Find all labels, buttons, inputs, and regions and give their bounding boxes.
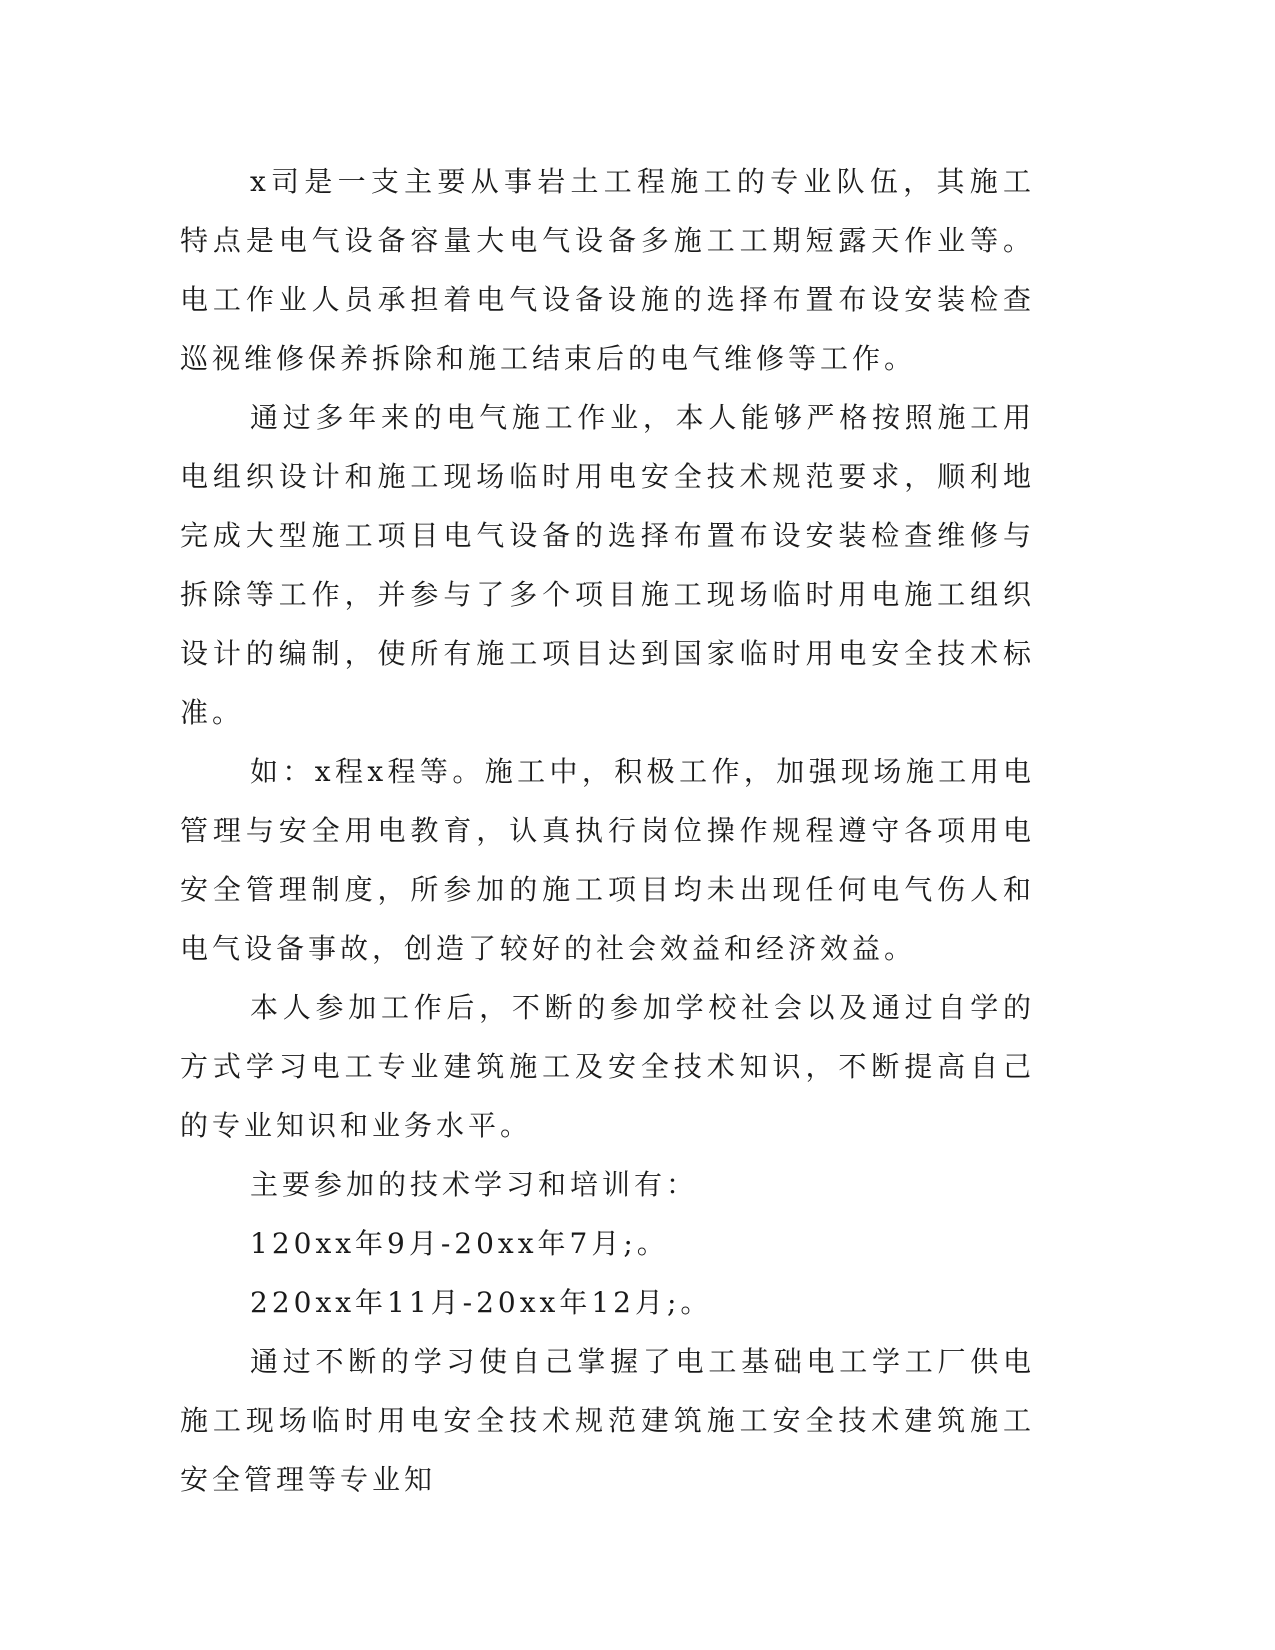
paragraph: 通过多年来的电气施工作业，本人能够严格按照施工用电组织设计和施工现场临时用电安全技术规范要求，顺利地完成大型施工项目电气设备的选择布置布设安装检查维修与拆除等工作，并参与了多个项目施工现场临时用电施工组织设计的编制，使所有施工项目达到国家临时用电安全技术标准。: [180, 401, 1035, 729]
document-body: [180, 152, 1035, 1509]
paragraph: 通过不断的学习使自己掌握了电工基础电工学工厂供电施工现场临时用电安全技术规范建筑施工安全技术建筑施工安全管理等专业知: [180, 1345, 1035, 1496]
paragraph: 如：x程x程等。施工中，积极工作，加强现场施工用电管理与安全用电教育，认真执行岗位操作规程遵守各项用电安全管理制度，所参加的施工项目均未出现任何电气伤人和电气设备事故，创造了较好的社会效益和经济效益。: [180, 755, 1035, 965]
paragraph: 220xx年11月-20xx年12月;。: [250, 1286, 713, 1319]
paragraph: x司是一支主要从事岩土工程施工的专业队伍，其施工特点是电气设备容量大电气设备多施工工期短露天作业等。电工作业人员承担着电气设备设施的选择布置布设安装检查巡视维修保养拆除和施工结束后的电气维修等工作。: [180, 165, 1035, 375]
paragraph: 本人参加工作后，不断的参加学校社会以及通过自学的方式学习电工专业建筑施工及安全技术知识，不断提高自己的专业知识和业务水平。: [180, 991, 1035, 1142]
paragraph: 120xx年9月-20xx年7月;。: [250, 1227, 669, 1260]
paragraph: 主要参加的技术学习和培训有：: [250, 1168, 699, 1201]
